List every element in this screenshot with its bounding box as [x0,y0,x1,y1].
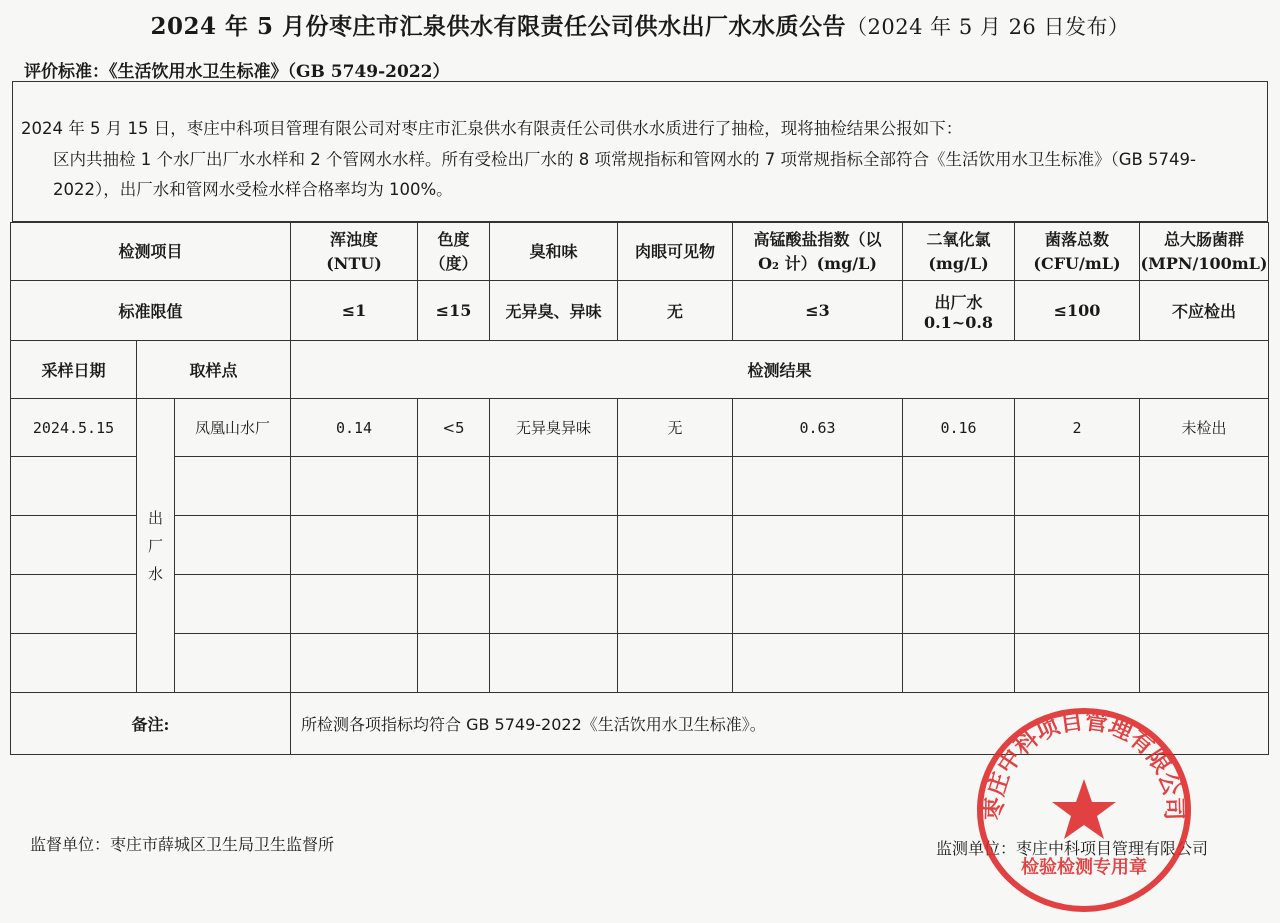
col-header-coliform: 总大肠菌群 (MPN/100mL) [1140,223,1269,281]
limit-turbidity: ≤1 [291,281,418,341]
table-row [11,399,1269,457]
sample-point-header: 取样点 [137,341,291,399]
col-header-color: 色度 （度） [418,223,490,281]
value-visible-matter: 无 [618,399,733,457]
water-quality-table [10,222,1269,755]
value-turbidity: 0.14 [291,399,418,457]
empty-row [11,516,1269,575]
col-header-chlorine-dioxide: 二氧化氯 (mg/L) [903,223,1015,281]
seal-bottom-text: 检验检测专用章 [1021,857,1147,878]
col-header-permanganate: 高锰酸盐指数（以 O₂ 计）(mg/L) [733,223,903,281]
limit-odor: 无异臭、异味 [490,281,618,341]
col-header-odor: 臭和味 [490,223,618,281]
title-published-date: （2024 年 5 月 26 日发布） [846,15,1130,39]
limit-row [11,281,1269,341]
group-label-factory-water: 出 厂 水 [137,399,175,693]
col-header-colony-count: 菌落总数 (CFU/mL) [1015,223,1140,281]
col-header-visible-matter: 肉眼可见物 [618,223,733,281]
intro-paragraph-2: 区内共抽检 1 个水厂出厂水水样和 2 个管网水水样。所有受检出厂水的 8 项常规指标和管网水的 7 项常规指标全部符合《生活饮用水卫生标准》（GB 5749-2022），出厂水和管网水受检水样合格率均为 100%。 [53,150,1196,199]
intro-paragraph-1: 2024 年 5 月 15 日，枣庄中科项目管理有限公司对枣庄市汇泉供水有限责任公司供水水质进行了抽检，现将抽检结果公报如下： [21,119,963,138]
empty-row [11,457,1269,516]
title-main: 2024 年 5 月份枣庄市汇泉供水有限责任公司供水出厂水水质公告 [150,13,847,40]
sample-header-row [11,341,1269,399]
sample-date-header: 采样日期 [11,341,137,399]
value-odor: 无异臭异味 [490,399,618,457]
limit-header: 标准限值 [11,281,291,341]
results-header: 检测结果 [291,341,1269,399]
limit-permanganate: ≤3 [733,281,903,341]
page-title [0,8,1280,41]
value-chlorine-dioxide: 0.16 [903,399,1015,457]
note-text: 所检测各项指标均符合 GB 5749-2022《生活饮用水卫生标准》。 [291,693,1269,755]
seal-star-icon [1052,779,1116,839]
limit-color: ≤15 [418,281,490,341]
limit-chlorine-dioxide: 出厂水 0.1~0.8 [903,281,1015,341]
value-colony-count: 2 [1015,399,1140,457]
empty-row [11,575,1269,634]
sample-date: 2024.5.15 [11,399,137,457]
sample-point: 凤凰山水厂 [175,399,291,457]
value-color: <5 [418,399,490,457]
monitor-unit: 监测单位：枣庄中科项目管理有限公司 [936,839,1209,858]
header-row [11,223,1269,281]
value-permanganate: 0.63 [733,399,903,457]
note-label: 备注: [11,693,291,755]
limit-visible-matter: 无 [618,281,733,341]
supervisor-unit: 监督单位：枣庄市薛城区卫生局卫生监督所 [30,835,335,854]
value-coliform: 未检出 [1140,399,1269,457]
seal-outer-text: 枣庄中科项目管理有限公司 [981,708,1187,821]
limit-coliform: 不应检出 [1140,281,1269,341]
limit-colony-count: ≤100 [1015,281,1140,341]
evaluation-standard: 评价标准：《生活饮用水卫生标准》（GB 5749-2022） [24,62,450,82]
col-header-turbidity: 浑浊度 (NTU) [291,223,418,281]
item-header: 检测项目 [11,223,291,281]
empty-row [11,634,1269,693]
intro-box [12,81,1268,222]
official-seal [975,705,1193,915]
